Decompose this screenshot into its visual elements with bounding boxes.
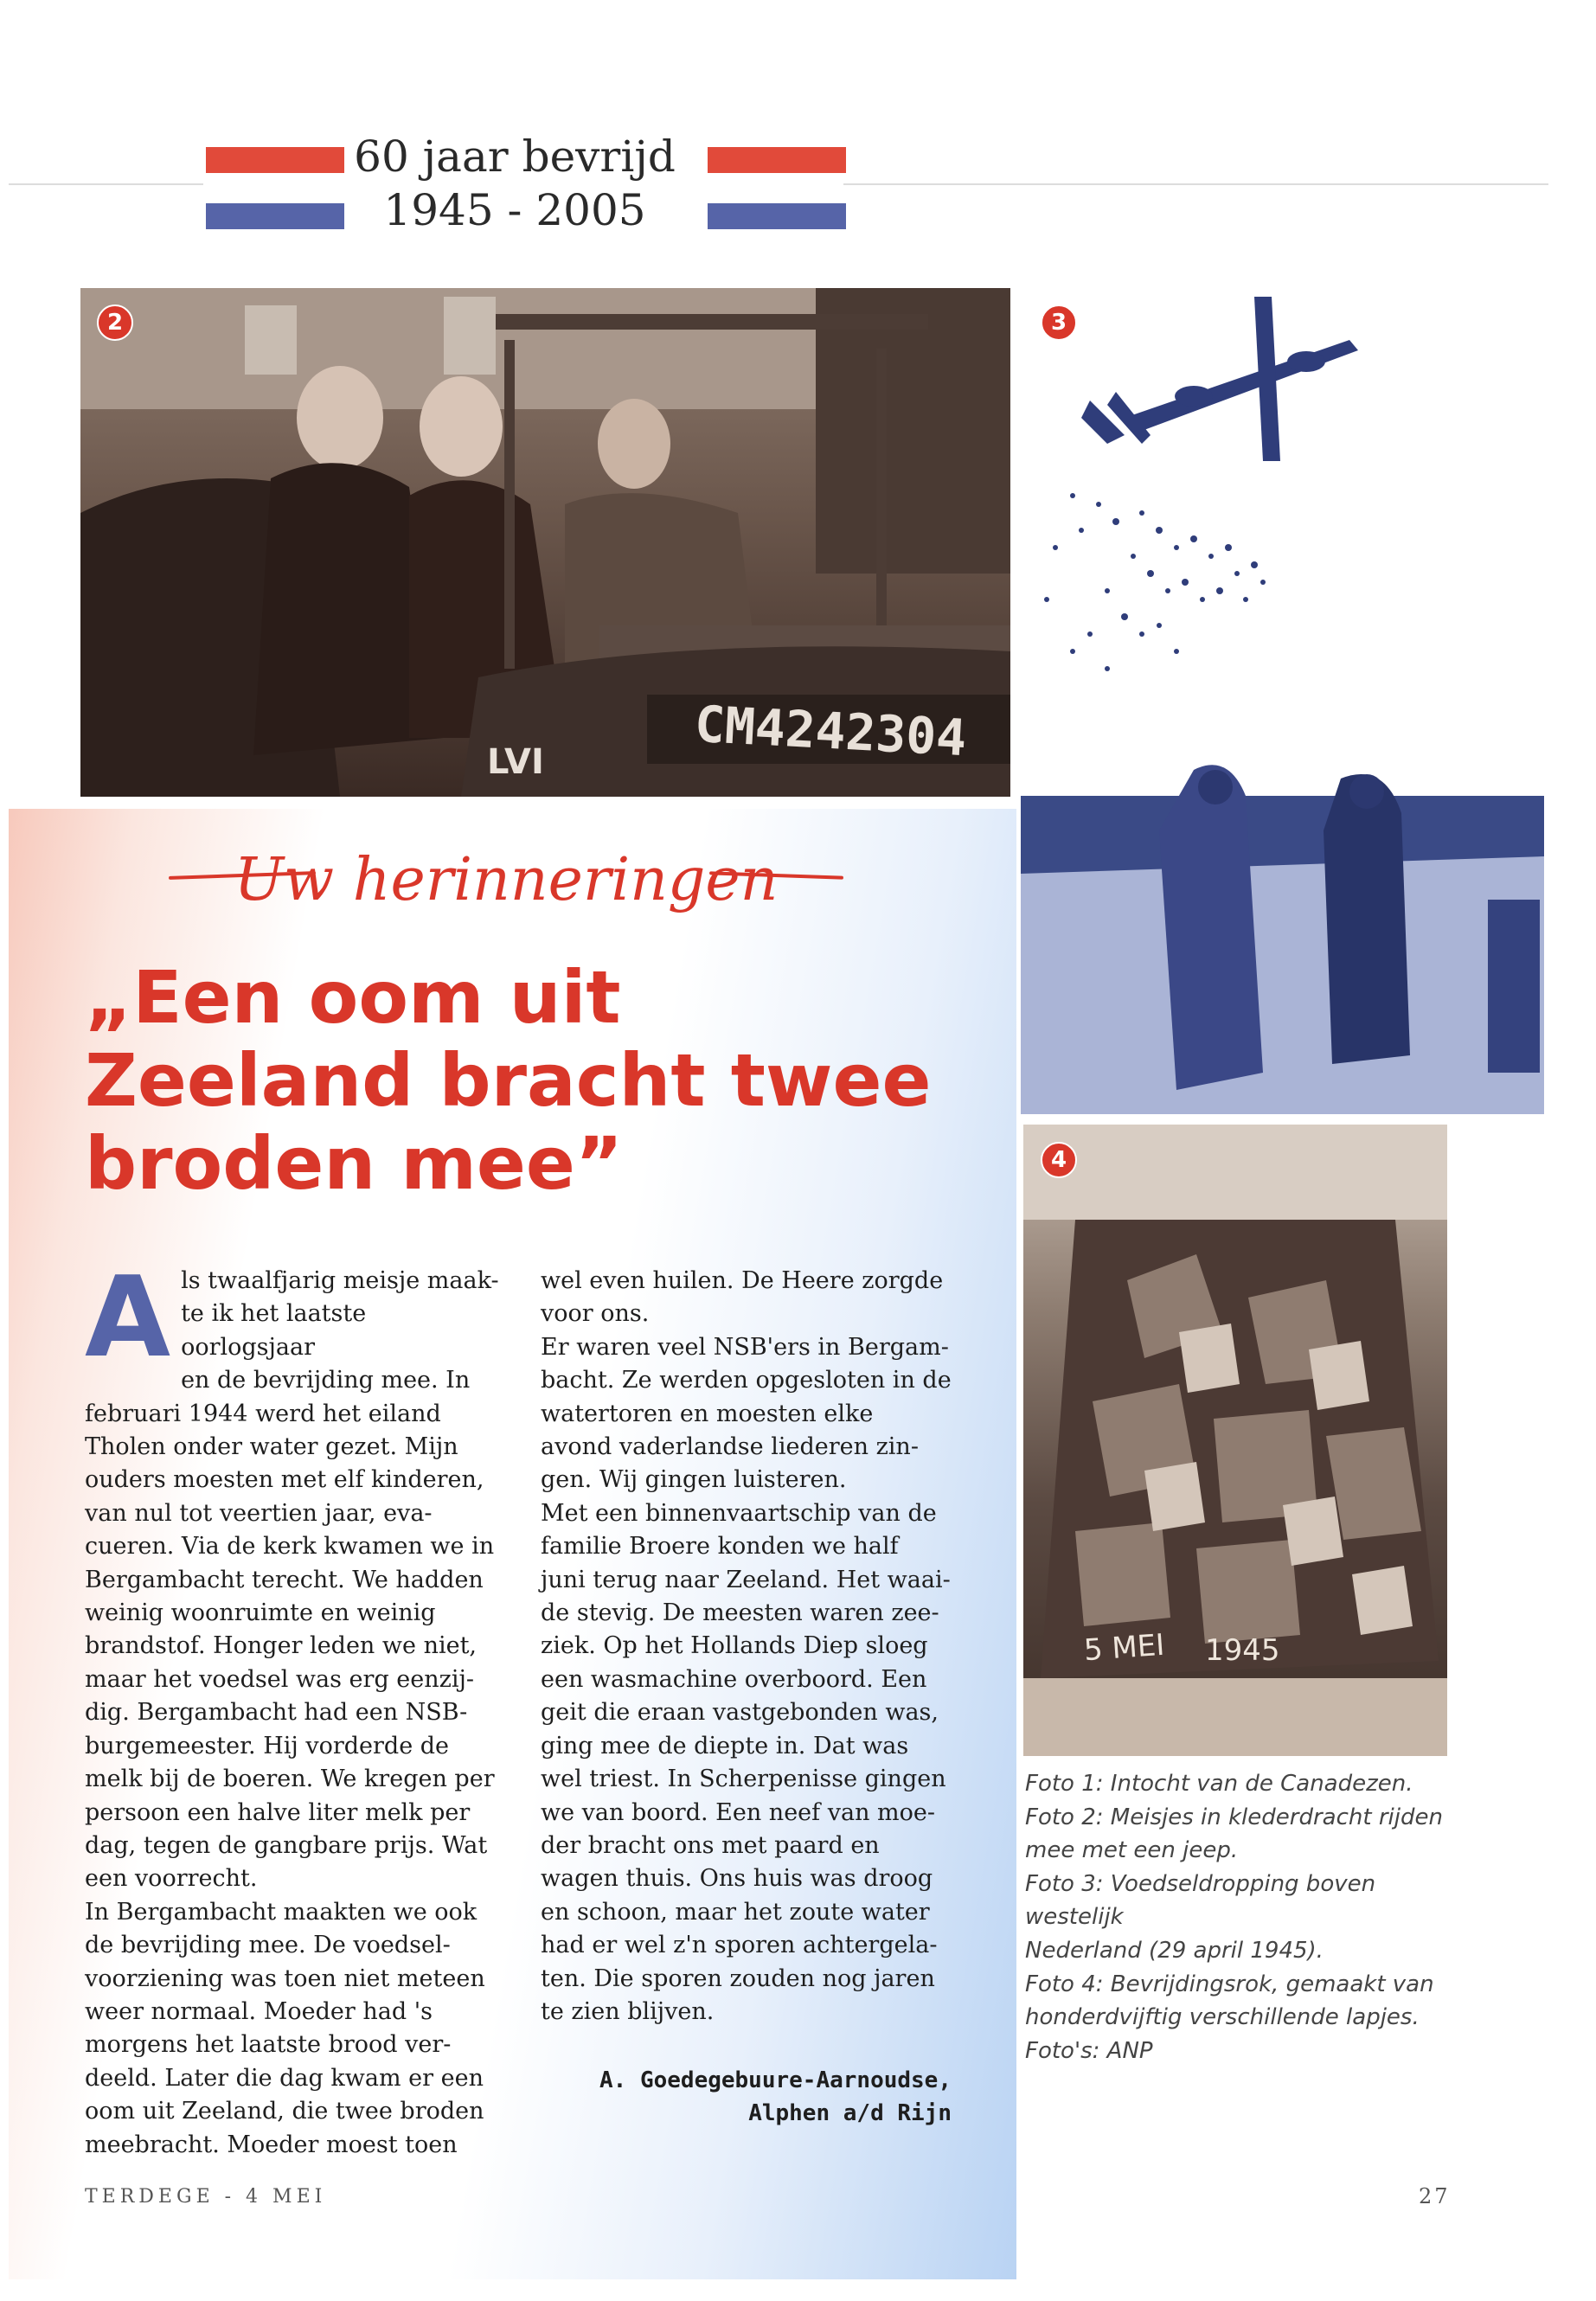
article-col1-line: weer normaal. Moeder had 's bbox=[85, 1997, 433, 2025]
headline-line1: „Een oom uit bbox=[85, 955, 621, 1040]
article-col2-line: wagen thuis. Ons huis was droog bbox=[541, 1865, 933, 1893]
article-col2-line: Er waren veel NSB'ers in Bergam- bbox=[541, 1333, 949, 1361]
flag-blue-bar-left bbox=[206, 203, 344, 229]
article-col2-line: watertoren en moesten elke bbox=[541, 1400, 874, 1427]
footer-publication: TERDEGE - 4 MEI bbox=[85, 2186, 327, 2208]
article-col1-line: melk bij de boeren. We kregen per bbox=[85, 1766, 495, 1793]
article-col1-line: burgemeester. Hij vorderde de bbox=[85, 1732, 450, 1759]
headline-line2: Zeeland bracht twee bbox=[85, 1038, 932, 1123]
article-col2-line: bacht. Ze werden opgesloten in de bbox=[541, 1367, 952, 1394]
flag-red-bar-left bbox=[206, 147, 344, 173]
photo-badge-4: 4 bbox=[1041, 1142, 1077, 1178]
article-col2-line: en schoon, maar het zoute water bbox=[541, 1898, 930, 1926]
airplane-icon bbox=[1021, 288, 1384, 695]
article-col2-line: wel triest. In Scherpenisse gingen bbox=[541, 1766, 946, 1793]
article-col1-line: en de bevrijding mee. In bbox=[181, 1367, 471, 1394]
photo-liberation-skirt bbox=[1023, 1125, 1447, 1756]
article-col2-line: de stevig. De meesten waren zee- bbox=[541, 1599, 939, 1627]
header-title bbox=[342, 130, 688, 237]
article-col2-line: wel even huilen. De Heere zorgde bbox=[541, 1267, 944, 1294]
article-col2-line: een wasmachine overboord. Een bbox=[541, 1665, 927, 1693]
article-col2-line: we van boord. Een neef van moe- bbox=[541, 1798, 936, 1826]
header-title-line2: 1945 - 2005 bbox=[383, 185, 646, 235]
article-col2-line: Met een binnenvaartschip van de bbox=[541, 1499, 937, 1527]
article-col1-line: de bevrijding mee. De voedsel- bbox=[85, 1932, 451, 1959]
article-col1-line: maar het voedsel was erg eenzij- bbox=[85, 1665, 475, 1693]
article-col1-line: In Bergambacht maakten we ook bbox=[85, 1898, 478, 1926]
headline-line3: broden mee” bbox=[85, 1121, 624, 1206]
article-col2-line: familie Broere konden we half bbox=[541, 1533, 899, 1561]
article-col1-line: een voorrecht. bbox=[85, 1865, 258, 1893]
article-col1-line: te ik het laatste oorlogsjaar bbox=[181, 1300, 367, 1361]
article-col2-line: te zien blijven. bbox=[541, 1997, 715, 2025]
article-col1-line: meebracht. Moeder moest toen bbox=[85, 2131, 458, 2158]
drop-cap: A bbox=[85, 1253, 171, 1382]
photo-captions bbox=[1025, 1767, 1475, 2067]
article-col1-line: dag, tegen de gangbare prijs. Wat bbox=[85, 1831, 488, 1859]
author-location: Alphen a/d Rijn bbox=[748, 2100, 952, 2126]
article-column-1 bbox=[85, 1253, 500, 2162]
photo-canadian-entry-illustration bbox=[1021, 727, 1544, 1114]
article-col1-line: persoon een halve liter melk per bbox=[85, 1798, 471, 1826]
photo-badge-3: 3 bbox=[1041, 304, 1077, 341]
skirt-text-right: 1945 bbox=[1205, 1633, 1280, 1668]
article-col1-line: Tholen onder water gezet. Mijn bbox=[85, 1433, 458, 1461]
article-col1-line: oom uit Zeeland, die twee broden bbox=[85, 2098, 484, 2125]
article-col1-line: voorziening was toen niet meteen bbox=[85, 1965, 485, 1992]
section-label: Uw herinneringen bbox=[234, 846, 779, 914]
caption-line: Foto 3: Voedseldropping boven westelijk bbox=[1025, 1870, 1376, 1931]
author-signature bbox=[536, 2064, 952, 2130]
article-col2-line: ten. Die sporen zouden nog jaren bbox=[541, 1965, 935, 1992]
page-number: 27 bbox=[1419, 2184, 1451, 2208]
header-rule-right bbox=[843, 183, 1548, 185]
article-col1-line: dig. Bergambacht had een NSB- bbox=[85, 1699, 468, 1727]
article-col1-line: cueren. Via de kerk kwamen we in bbox=[85, 1533, 495, 1561]
photo-food-drop bbox=[1021, 288, 1384, 695]
article-col2-line: gen. Wij gingen luisteren. bbox=[541, 1466, 847, 1494]
caption-line: mee met een jeep. bbox=[1025, 1837, 1239, 1864]
flag-blue-bar-right bbox=[708, 203, 846, 229]
article-col1-line: deeld. Later die dag kwam er een bbox=[85, 2064, 484, 2092]
photo-jeep bbox=[80, 288, 1010, 797]
skirt-text-left: 5 MEI bbox=[1082, 1627, 1166, 1669]
article-col2-line: had er wel z'n sporen achtergela- bbox=[541, 1932, 938, 1959]
caption-line: Nederland (29 april 1945). bbox=[1025, 1937, 1324, 1964]
article-col2-line: der bracht ons met paard en bbox=[541, 1831, 880, 1859]
article-col2-line: ging mee de diepte in. Dat was bbox=[541, 1732, 909, 1759]
article-col2-line: juni terug naar Zeeland. Het waai- bbox=[541, 1566, 951, 1593]
photo-badge-2: 2 bbox=[97, 304, 133, 341]
article-col1-line: brandstof. Honger leden we niet, bbox=[85, 1632, 478, 1660]
article-col1-line: ouders moesten met elf kinderen, bbox=[85, 1466, 484, 1494]
photo-canadian-entry bbox=[1021, 727, 1544, 1114]
caption-line: honderdvijftig verschillende lapjes. bbox=[1025, 2004, 1420, 2031]
article-col1-line: ls twaalfjarig meisje maak- bbox=[181, 1267, 499, 1294]
caption-credit: Foto's: ANP bbox=[1025, 2037, 1153, 2064]
article-col2-line: ziek. Op het Hollands Diep sloeg bbox=[541, 1632, 928, 1660]
article-col1-line: Bergambacht terecht. We hadden bbox=[85, 1566, 484, 1593]
article-col2-line: avond vaderlandse liederen zin- bbox=[541, 1433, 919, 1461]
caption-line: Foto 4: Bevrijdingsrok, gemaakt van bbox=[1025, 1971, 1434, 1997]
headline bbox=[85, 956, 950, 1205]
article-col2-line: geit die eraan vastgebonden was, bbox=[541, 1699, 939, 1727]
jeep-plate-small: LVI bbox=[487, 742, 544, 782]
caption-line: Foto 1: Intocht van de Canadezen. bbox=[1025, 1771, 1413, 1797]
article-col1-line: weinig woonruimte en weinig bbox=[85, 1599, 436, 1627]
author-name: A. Goedegebuure-Aarnoudse, bbox=[599, 2067, 952, 2093]
article-col1-line: februari 1944 werd het eiland bbox=[85, 1400, 441, 1427]
jeep-plate: CM4242304 bbox=[693, 694, 968, 768]
flag-red-bar-right bbox=[708, 147, 846, 173]
article-col2-line: voor ons. bbox=[541, 1300, 650, 1328]
article-col1-line: van nul tot veertien jaar, eva- bbox=[85, 1499, 433, 1527]
header-title-line1: 60 jaar bevrijd bbox=[354, 131, 676, 182]
caption-line: Foto 2: Meisjes in klederdracht rijden bbox=[1025, 1804, 1443, 1830]
header-rule-left bbox=[9, 183, 203, 185]
article-column-2 bbox=[541, 1265, 956, 2029]
article-col1-line: morgens het laatste brood ver- bbox=[85, 2031, 452, 2059]
